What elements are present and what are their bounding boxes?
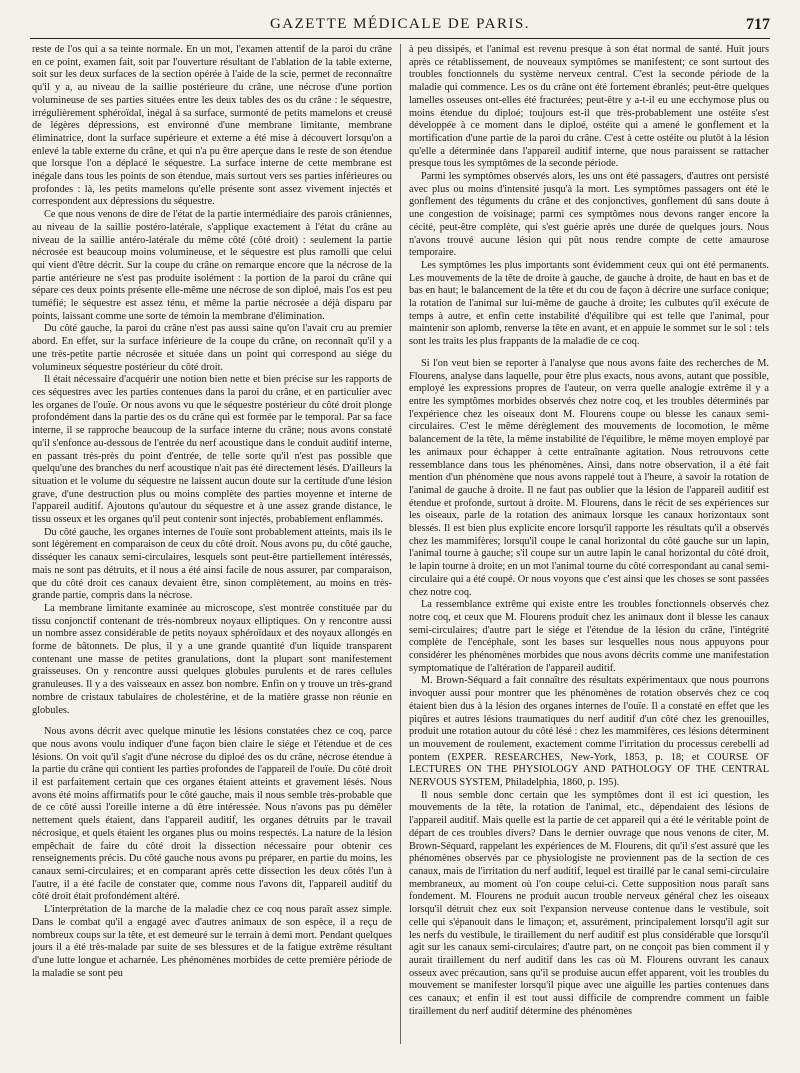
paragraph: La ressemblance extrême qui existe entre les troubles fonctionnels observés chez notre coq, et ceux que M. Flourens produit chez les animaux dont il blesse les canaux semi-circulaires; d'autre part le siége et l'étendue de la lésion du crâne, l'intégrité complète de l'encéphale, sont les bases sur lesquelles nous nous appuyons pour considérer les phénomènes morbides que nous avons décrits comme une manifestation symptomatique de l'altération de l'appareil auditif.: [409, 599, 769, 674]
paragraph: Les symptômes les plus importants sont évidemment ceux qui ont été permanents. Les mouvements de la tête de droite à gauche, de gauche à droite, de haut en bas et de bas en haut; le balancement de la tête et du cou de façon à décrire une surface conique; la rotation de l'animal sur lui-même de gauche à droite; les culbutes qu'il exécute de temps à autre, et enfin cette instabilité d'équilibre qui est telle que l'animal, pour maintenir son aplomb, renverse la tête en avant, et en appuie le sommet sur le sol : tels sont les traits les plus frappants de la maladie de ce coq.: [409, 259, 769, 348]
paragraph: M. Brown-Séquard a fait connaître des résultats expérimentaux que nous pourrons invoquer aussi pour montrer que les phénomènes de rotation observés chez ce coq étaient bien dus à la lésion des organes internes de l'ouïe. Il a constaté en effet que les piqûres et autres lésions traumatiques du nerf auditif d'un côté chez les grenouilles, produit une rotation autour du côté lésé : chez les mammifères, ces lésions déterminent un mouvement de roulement, exactement comme l'irritation du processus cerebelli ad pontem (EXPER. RESEARCHES, New-York, 1853, p. 18; et COURSE OF LECTURES ON THE PHYSIOLOGY AND PATHOLOGY OF THE CENTRAL NERVOUS SYSTEM, Philadelphia, 1860, p. 195).: [409, 675, 769, 789]
paragraph: Parmi les symptômes observés alors, les uns ont été passagers, d'autres ont persisté avec plus ou moins d'intensité jusqu'à la mort. Les symptômes passagers ont été le gonflement des téguments du crâne et des conjonctives, gonflement dû sans doute à une congestion de voisinage; parmi ces symptômes nous devons ranger encore la cécité, peut-être complète, qui s'est guérie après une durée de quelques jours. Nous n'avons trouvé aucune lésion qui pût nous rendre compte de cette amaurose temporaire.: [409, 171, 769, 259]
header-rule: [30, 38, 770, 39]
paragraph: reste de l'os qui a sa teinte normale. En un mot, l'examen attentif de la paroi du crâne en ce point, examen fait, soit par l'ouverture résultant de l'ablation de la table externe, soit sur les deux surfaces de la section opérée à l'aide de la scie, permet de reconnaître qu'il y a, au niveau de la saillie postérieure du crâne, une nécrose d'une portion volumineuse de ses parties situées entre les deux tables des os du crâne : le séquestre, irrégulièrement sphéroïdal, inégal à sa surface, surmonté de petits mamelons et creusé de légères dépressions, est environné d'une membrane limitante, membrane éliminatrice, dont la surface supérieure et externe a été mise à découvert lorsqu'on a enlevé la table externe du crâne, et qui n'a pu être aperçue dans le reste de son étendue que lorsque l'on a déplacé le séquestre. La surface interne de cette membrane est inégale dans tous les points de son étendue, mais surtout vers ses parties inférieures ou profondes : là, les petits mamelons qu'elle présente sont assez vivement injectés et correspondent aux dépressions du séquestre.: [32, 44, 392, 208]
paragraph: à peu dissipés, et l'animal est revenu presque à son état normal de santé. Huit jours après ce rétablissement, de nouveaux symptômes se manifestent; ce sont surtout des troubles fonctionnels du système nerveux central. C'est la seconde période de la maladie qui commence. Les os du crâne ont été fortement ébranlés; peut-être quelques lamelles osseuses ont-elles été fracturées; peut-être y a-t-il eu une ecchymose plus ou moins étendue du diploé; toujours est-il que très-probablement une ostéite s'est développée à ce moment dans le diploé, ostéite qui a amené le gonflement et la mortification d'une partie de la paroi du crâne. C'est à cette ostéite ou plutôt à la lésion qu'elle a déterminée dans l'appareil auditif interne, que nous paraissent se rattacher presque tous les symptômes de la seconde période.: [409, 44, 769, 170]
paragraph: Nous avons décrit avec quelque minutie les lésions constatées chez ce coq, parce que nous avons voulu indiquer d'une façon bien claire le siége et l'étendue et de ces lésions. On voit qu'il s'agit d'une nécrose du diploé des os du crâne, nécrose étendue à la partie du crâne qui contient les parties profondes de l'appareil de l'ouïe. Du côté droit il est parfaitement certain que ces organes étaient atteints et gravement lésés. Nous avons été moins affirmatifs pour le côté gauche, mais il nous semble très-probable que de ce côté aussi l'oreille interne a dû être intéressée. Nous n'avons pas pu démêler nettement quels étaient, dans l'appareil auditif, les organes détruits par le travail nécrosique, et quels étaient les organes plus ou moins respectés. La nature de la lésion empêchait de faire du côté droit la dissection nécessaire pour obtenir ces renseignements précis. Du côté gauche nous avons pu préparer, en partie du moins, les canaux semi-circulaires; et en comparant après cette dissection les deux côtés l'un à l'autre, il a été facile de constater que, comme nous l'avons dit, l'appareil auditif du côté droit était profondément altéré.: [32, 726, 392, 903]
paragraph: La membrane limitante examinée au microscope, s'est montrée constituée par du tissu conjonctif contenant de très-nombreux noyaux elliptiques. On y rencontre aussi un nombre assez considérable de petits noyaux sphéroïdaux et des noyaux allongés en forme de bâtonnets. De plus, il y a une grande quantité d'un liquide transparent contenant une masse de petites granulations, dont la plupart sont manifestement graisseuses. On y rencontre aussi quelques globules purulents et de rares cellules granuleuses. Il y a des vaisseaux en assez bon nombre. Enfin on y trouve un très-grand nombre de cristaux tabulaires de cholestérine, et de la matière grasse non réunie en globules.: [32, 602, 392, 716]
page-number: 717: [746, 16, 770, 33]
paragraph: Du côté gauche, la paroi du crâne n'est pas aussi saine qu'on l'avait cru au premier abord. En effet, sur la surface inférieure de la coupe du crâne, on reconnaît qu'il y a une très-petite partie nécrosée et située dans un point qui correspond au siége du volumineux séquestre postérieur du côté droit.: [32, 323, 392, 373]
paragraph: Ce que nous venons de dire de l'état de la partie intermédiaire des parois crâniennes, au niveau de la saillie postéro-latérale, s'applique exactement à l'état du crâne au niveau de la saillie antéro-latérale du même côté (côté droit) : seulement la partie nécrosée est beaucoup moins volumineuse, et le séquestre est plus ramolli que celui qui vient d'être décrit. Sur la coupe du crâne on remarque encore que la nécrose de la partie antérieure ne s'est pas produite isolément : la portion de la paroi du crâne qui sépare ces deux points présente elle-même une nécrose de son diploé, mais l'os est peu tuméfié; le séquestre est assez ténu, et même la partie nécrosée a déjà disparu par points, laissant comme une sorte de témoin la membrane d'élimination.: [32, 209, 392, 322]
column-divider: [400, 44, 401, 1044]
paragraph: Du côté gauche, les organes internes de l'ouïe sont probablement atteints, mais ils le sont légèrement en comparaison de ceux du côté droit. Nous avons pu, du côté gauche, disséquer les canaux semi-circulaires, lesquels sont peut-être partiellement intéressés, mais ne sont pas détruits, et il nous a été ainsi facile de nous assurer, par comparaison, que du côté droit ces canaux devaient être, sinon complètement, au moins en très-grande partie, compris dans la nécrose.: [32, 526, 392, 602]
running-header: [30, 16, 770, 36]
paragraph: Si l'on veut bien se reporter à l'analyse que nous avons faite des recherches de M. Flourens, analyse dans laquelle, pour être plus exacts, nous avons, autant que possible, employé les expressions propres de l'auteur, on verra quelle analogie extrême il y a entre les symptômes morbides observés chez notre coq, et les troubles déterminés par l'expérience chez les oiseaux dont M. Flourens coupe ou blesse les canaux semi-circulaires. C'est le même dérèglement des mouvements de locomotion, le même balancement de la tête, la même instabilité de l'équilibre, le même moyen employé par les animaux pour échapper à cette entraînante agitation. Nous retrouvons cette ressemblance dans tous les phénomènes. Ainsi, dans notre observation, il a été fait mention d'un phénomène que nous avons rappelé tout à l'heure, à savoir la rotation de l'animal de gauche à droite. Il ne faut pas oublier que la lésion de l'appareil auditif est étendue et profonde, surtout à droite. M. Flourens, dans le récit de ses expériences sur les oiseaux, parle de la rotation des animaux lorsque les canaux horizontaux sont blessés. Il est bien plus explicite encore lorsqu'il rapporte les résultats qu'il a observés chez les mammifères; lorsqu'il coupe le canal horizontal du côté gauche sur un lapin, l'animal tourne à gauche; s'il coupe sur un autre lapin le canal horizontal du côté droit, le lapin tourne à droite; en un mot l'animal tourne du côté correspondant au canal semi-circulaire qui a été coupé. Or nous voyons que c'est ainsi que les choses se sont passées chez notre coq.: [409, 357, 769, 598]
paragraph: Il était nécessaire d'acquérir une notion bien nette et bien précise sur les rapports de ces séquestres avec les parties contenues dans la paroi du crâne, et en particulier avec les organes de l'ouïe. Or nous avons vu que le séquestre postérieur du côté droit plonge profondément dans la partie des os du crâne qui est formée par le temporal. Par sa face interne, il se rapproche beaucoup de la surface interne du crâne; nous avons constaté qu'il s'enfonce au-dessous de l'entrée du nerf acoustique dans le conduit auditif interne, en passant très-près du point d'entrée, de telle sorte qu'il n'est pas possible que quelqu'une des branches du nerf acoustique n'ait pas été directement lésés. D'ailleurs la situation et le volume du séquestre ne laissent aucun doute sur la certitude d'une lésion grave, d'une destruction plus ou moins complète des parties moyenne et interne de l'appareil auditif. Ajoutons qu'autour du séquestre et à une assez grande distance, le tissu osseux et les organes qu'il peut contenir sont injectés, probablement enflammés.: [32, 374, 392, 526]
journal-title: GAZETTE MÉDICALE DE PARIS.: [269, 16, 531, 32]
paragraph: L'interprétation de la marche de la maladie chez ce coq nous paraît assez simple. Dans le combat qu'il a engagé avec d'autres animaux de son espèce, il a reçu de nombreux coups sur la tête, et est demeuré sur le terrain à demi mort. Pendant quelques jours il a été très-malade par suite de ses blessures et de la fatigue extrême résultant d'une lutte longue et acharnée. Les phénomènes morbides de cette première période de la maladie se sont peu: [32, 904, 392, 979]
right-column: [409, 44, 769, 1044]
paragraph: Il nous semble donc certain que les symptômes dont il est ici question, les mouvements de la tête, la rotation de l'animal, etc., dépendaient des lésions de l'appareil auditif. Mais quelle est la partie de cet appareil qui a été le véritable point de départ de ces troubles divers? Dans le dernier ouvrage que nous venons de citer, M. Brown-Séquard, rappelant les expériences de M. Flourens, dit qu'il s'est assuré que les phénomènes observés par ce physiologiste ne proviennent pas de la section de ces canaux, mais de l'irritation du nerf auditif, lequel est tiraillé par le canal semi-circulaire membraneux, au moment où l'on coupe celui-ci. Cette supposition nous paraît sans fondement. M. Flourens ne produit aucun trouble nerveux général chez les oiseaux lorsqu'il détruit chez eux soit l'expansion nerveuse contenue dans le vestibule, soit celle qui s'épanouit dans le limaçon; et, assurément, principalement lorsqu'il agit sur les nerfs du vestibule, le tiraillement du nerf auditif est plus considérable que lorsqu'il agit sur les canaux semi-circulaires; d'autre part, on ne conçoit pas bien comment il y aurait tiraillement du nerf auditif dans les cas où M. Flourens ouvrant les canaux osseux avec précaution, sans qu'il se produise aucun effet apparent, voit les troubles du mouvement se manifester lorsqu'il pique avec une aiguille les parties contenues dans ces canaux; et enfin il est tout aussi difficile de comprendre comment un faible tiraillement du nerf auditif détermine des phénomènes: [409, 789, 769, 1017]
left-column: [32, 44, 392, 1044]
